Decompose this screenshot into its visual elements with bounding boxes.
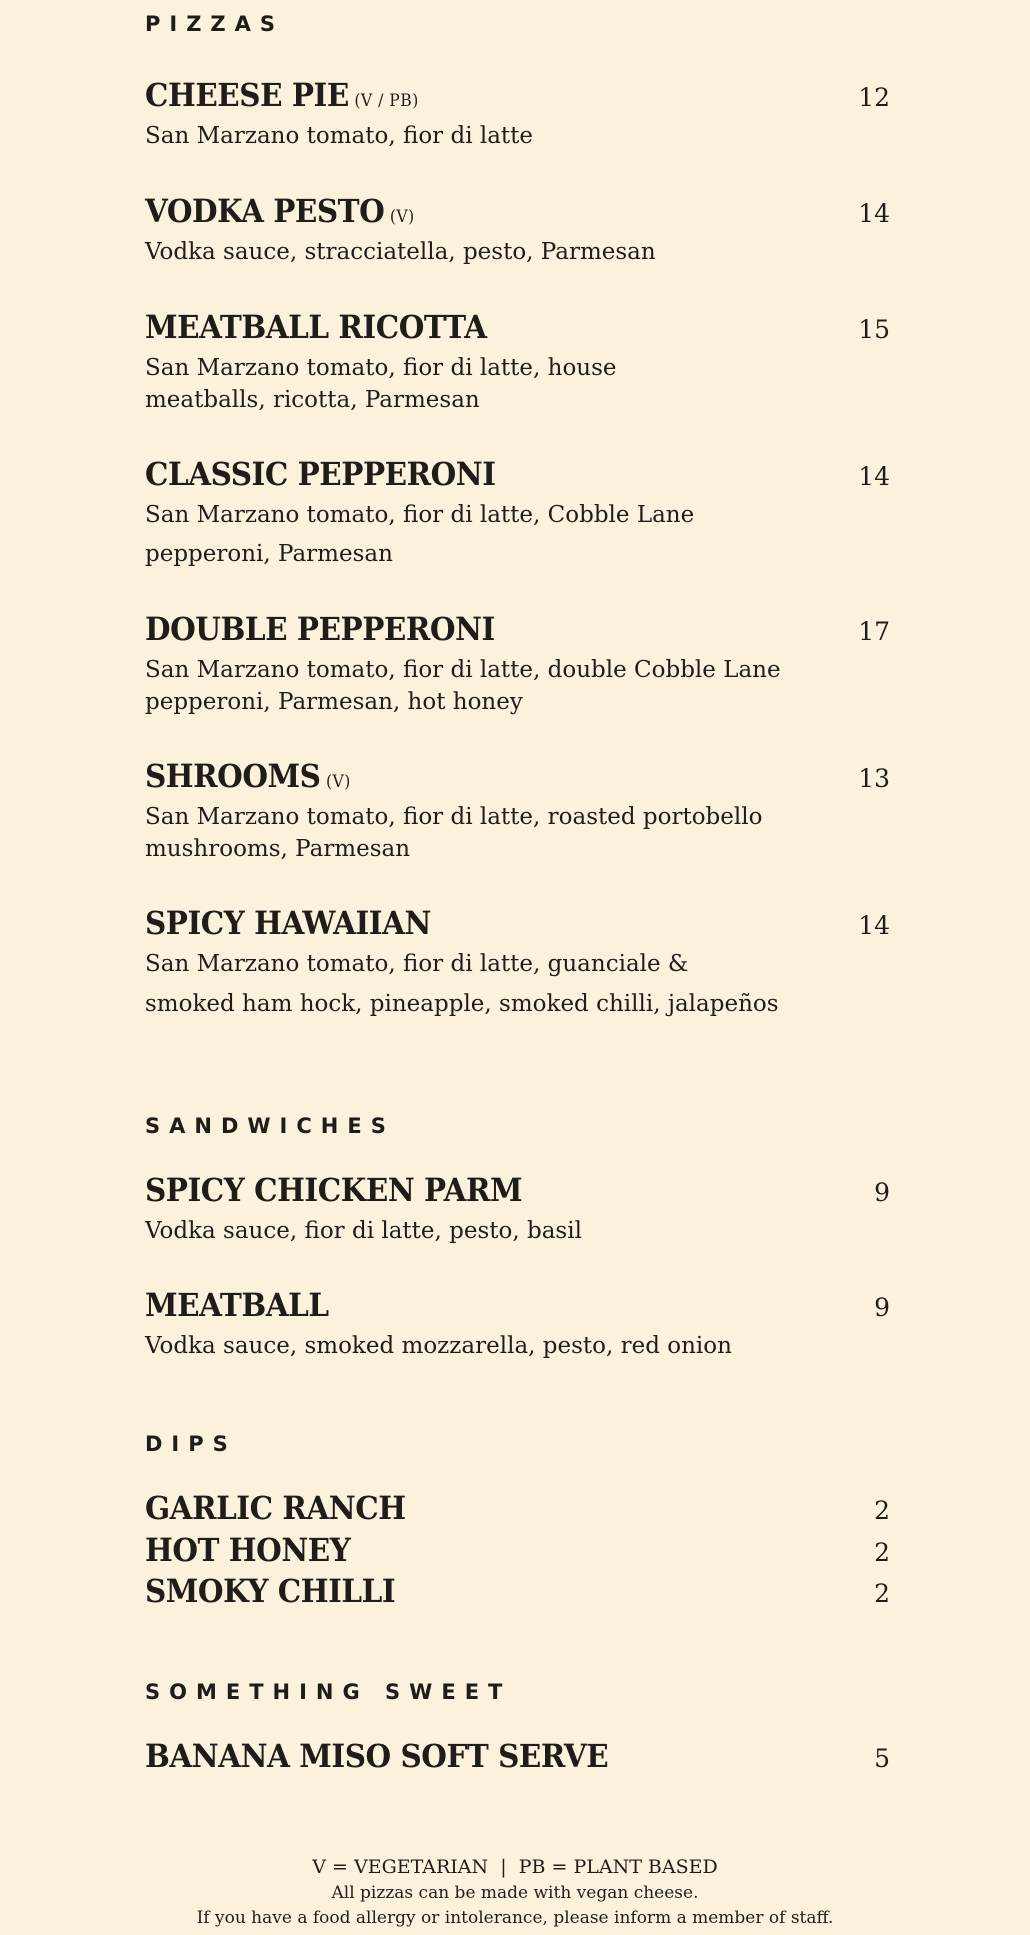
menu-item-description: San Marzano tomato, fior di latte, Cobble Lane (145, 502, 695, 528)
menu-item-price: 14 (858, 911, 890, 940)
menu-item-name: SHROOMS (V) (145, 757, 351, 795)
menu-item-price: 5 (874, 1744, 890, 1773)
menu-item-price: 13 (858, 764, 890, 793)
menu-item-name: GARLIC RANCH (145, 1489, 406, 1527)
menu-item-name: BANANA MISO SOFT SERVE (145, 1737, 609, 1775)
menu-item-description: San Marzano tomato, fior di latte, house (145, 355, 617, 381)
allergy-note: If you have a food allergy or intolerance, please inform a member of staff. (196, 1908, 834, 1928)
section-heading-pizzas: PIZZAS (145, 12, 285, 36)
menu-item-description: San Marzano tomato, fior di latte, double Cobble Lane (145, 657, 781, 683)
menu-item-price: 15 (858, 315, 890, 344)
menu-item-description: San Marzano tomato, fior di latte, guanciale & (145, 951, 689, 977)
dietary-tag: (V) (389, 207, 415, 227)
menu-item-name: VODKA PESTO (V) (145, 192, 415, 230)
menu-item-price: 2 (874, 1538, 890, 1567)
menu-item-description: pepperoni, Parmesan (145, 541, 393, 567)
menu-item-name: MEATBALL RICOTTA (145, 308, 487, 346)
menu-item-description: pepperoni, Parmesan, hot honey (145, 689, 523, 715)
menu-item-description: Vodka sauce, smoked mozzarella, pesto, red onion (145, 1333, 732, 1359)
menu-item-description: smoked ham hock, pineapple, smoked chilli, jalapeños (145, 991, 779, 1017)
dietary-legend: V = VEGETARIAN | PB = PLANT BASED (312, 1856, 718, 1878)
menu-item-name: CHEESE PIE (V / PB) (145, 76, 419, 114)
menu-item-price: 9 (874, 1178, 890, 1207)
dietary-tag: (V / PB) (354, 91, 419, 111)
menu-item-price: 2 (874, 1579, 890, 1608)
section-heading-dips: DIPS (145, 1432, 237, 1456)
menu-item-name: HOT HONEY (145, 1531, 351, 1569)
menu-item-price: 17 (858, 617, 890, 646)
menu-item-name: CLASSIC PEPPERONI (145, 455, 496, 493)
menu-item-price: 14 (858, 199, 890, 228)
menu-item-description: Vodka sauce, stracciatella, pesto, Parmesan (145, 239, 656, 265)
menu-item-description: San Marzano tomato, fior di latte (145, 123, 534, 149)
menu-item-price: 14 (858, 462, 890, 491)
menu-item-description: meatballs, ricotta, Parmesan (145, 387, 480, 413)
menu-item-name: DOUBLE PEPPERONI (145, 610, 495, 648)
menu-item-name: SPICY HAWAIIAN (145, 904, 431, 942)
section-heading-sandwiches: SANDWICHES (145, 1114, 395, 1138)
menu-item-name: SMOKY CHILLI (145, 1572, 396, 1610)
dietary-tag: (V) (325, 772, 351, 792)
menu-item-description: Vodka sauce, fior di latte, pesto, basil (145, 1218, 582, 1244)
menu-item-name: SPICY CHICKEN PARM (145, 1171, 523, 1209)
menu-item-price: 12 (858, 83, 890, 112)
menu-item-description: San Marzano tomato, fior di latte, roasted portobello (145, 804, 763, 830)
section-heading-something-sweet: SOMETHING SWEET (145, 1680, 512, 1704)
menu-item-name: MEATBALL (145, 1286, 329, 1324)
vegan-cheese-note: All pizzas can be made with vegan cheese. (331, 1883, 699, 1903)
menu-item-description: mushrooms, Parmesan (145, 836, 411, 862)
menu-item-price: 9 (874, 1293, 890, 1322)
menu-item-price: 2 (874, 1496, 890, 1525)
